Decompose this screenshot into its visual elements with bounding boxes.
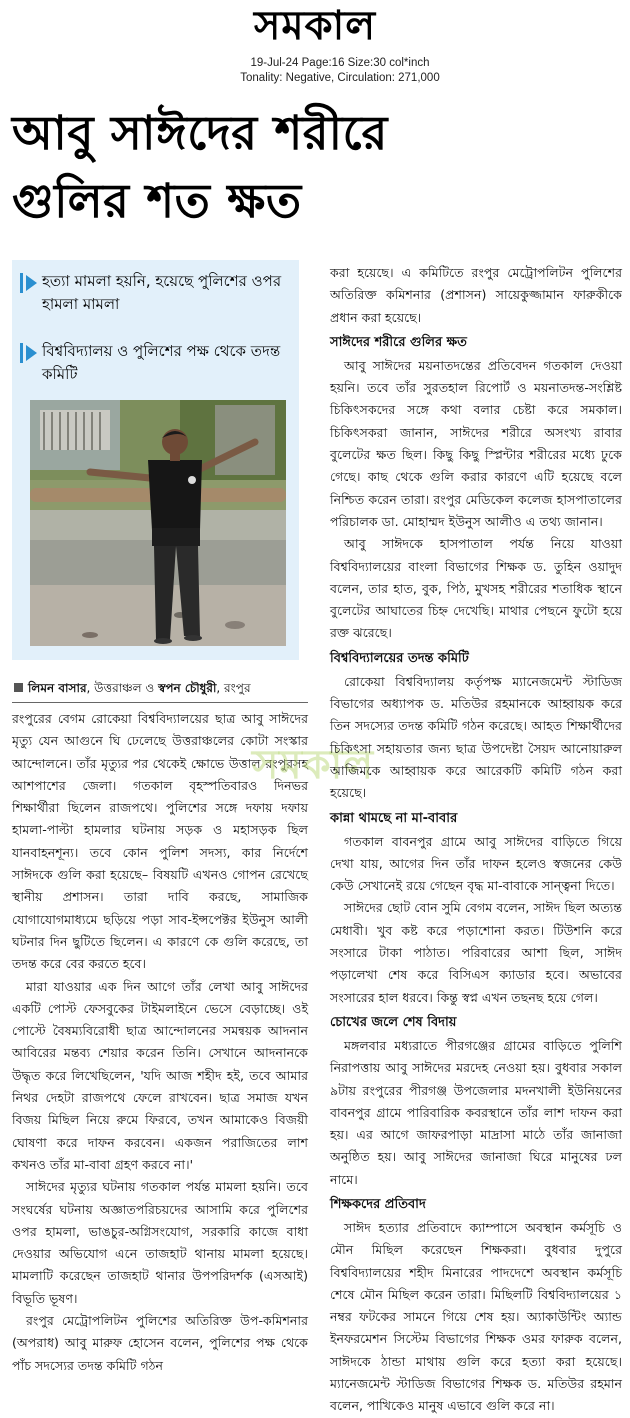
article-column-1 [12,708,308,1377]
article-paragraph: রংপুরের বেগম রোকেয়া বিশ্ববিদ্যালয়ের ছাত্র আবু সাঈদের মৃত্যু যেন আগুনে ঘি ঢেলেছে উত্তরাঞ্চলের কোটা সংস্কার আন্দোলনে। তাঁর মৃত্যুর পর থেকেই ক্ষোভে উত্তাল রংপুরসহ আশপাশের জেলা। গতকাল বৃহস্পতিবারও দিনভর শিক্ষার্থীরা ছিলেন রাজপথে। পুলিশের সঙ্গে দফায় দফায় হামলা-পাল্টা হামলার ঘটনায় সড়ক ও মহাসড়ক ছিল যানবাহনশূন্য। তবে কোন পুলিশ সদস্য, কার নির্দেশে সাঈদকে গুলি করা হয়েছে– বিষয়টি এখনও গোপন রেখেছে স্থানীয় প্রশাসন। তারা দাবি করছে, সামাজিক যোগাযোগমাধ্যমে ছড়িয়ে পড়া সাব-ইন্সপেক্টর ইউনুস আলী ঘটনার দিন ছুটিতে ছিলেন। এ কারণে কে গুলি করেছে, তা তদন্ত করে বের করতে হবে। [12,711,308,972]
highlight-item [22,340,297,386]
headline-line-1: আবু সাঈদের শরীরে [12,106,388,161]
clipping-meta [210,56,470,86]
byline-author-1: লিমন বাসার [28,681,87,695]
article-paragraph: মঙ্গলবার মধ্যরাতে পীরগঞ্জের গ্রামের বাড়িতে পুলিশি নিরাপত্তায় আবু সাঈদের মরদেহ নেওয়া হয়। বুধবার সকাল ৯টায় রংপুরের পীরগঞ্জ উপজেলার মদনখালী ইউনিয়নের বাবনপুর গ্রামে পারিবারিক কবরস্থানে তাঁর লাশ দাফন করা হয়। এর আগে জাফরপাড়া মাদ্রাসা মাঠে তাঁর জানাজা অনুষ্ঠিত হয়। আবু সাঈদের জানাজা ঘিরে মানুষের ঢল নামে। [330,1037,622,1187]
byline-separator-1: , উত্তরাঞ্চল ও [86,681,159,695]
masthead [0,2,630,50]
section-heading: সাঈদের শরীরে গুলির ক্ষত [330,334,467,350]
article-paragraph: করা হয়েছে। এ কমিটিতে রংপুর মেট্রোপলিটন পুলিশের অতিরিক্ত কমিশনার (প্রশাসন) সায়েকুজ্জামান ফারুকীকে প্রধান করা হয়েছে। [330,265,622,325]
headline [12,100,622,236]
article-column-2 [330,262,622,1418]
section-heading: কান্না থামছে না মা-বাবার [330,810,458,826]
bullet-triangle-icon [26,345,37,361]
article-paragraph: সাঈদের ছোট বোন সুমি বেগম বলেন, সাঈদ ছিল অত্যন্ত মেধাবী। খুব কষ্ট করে পড়াশোনা করত। টিউশনি করে সংসারে টাকা পাঠাত। পরিবারের আশা ছিল, সাঈদ পড়ালেখা শেষ করে বিসিএস ক্যাডার হবে। অভাবের সংসারের হাল ধরবে। কিন্তু স্বপ্ন এখন তছনছ হয়ে গেল। [330,900,622,1005]
bullet-bar-icon [20,343,23,363]
article-paragraph: সাঈদের মৃত্যুর ঘটনায় গতকাল পর্যন্ত মামলা হয়নি। তবে সংঘর্ষের ঘটনায় অজ্ঞাতপরিচয়দের আসামি করে পুলিশের ওপর হামলা, ভাঙচুর-অগ্নিসংযোগ, সরকারি কাজে বাধা দেওয়ার অভিযোগ এনে তাজহাট থানায় মামলা হয়েছে। মামলাটি করেছেন তাজহাট থানার উপপরিদর্শক (এসআই) বিভূতি ভূষণ। [12,1179,308,1306]
highlight-item [22,270,297,316]
article-paragraph: সাঈদ হত্যার প্রতিবাদে ক্যাম্পাসে অবস্থান কর্মসূচি ও মৌন মিছিল করেছেন শিক্ষকরা। বুধবার দুপুরে বিশ্ববিদ্যালয়ের শহীদ মিনারের পাদদেশে অবস্থান কর্মসূচি শেষে মৌন মিছিল করেন তারা। মিছিলটি বিশ্ববিদ্যালয়ের ১ নম্বর ফটকের সামনে গিয়ে শেষ হয়। অ্যাকাউন্টিং অ্যান্ড ইনফরমেশন সিস্টেম বিভাগের শিক্ষক ওমর ফারুক বলেন, সাঈদকে ঠান্ডা মাথায় গুলি করে হত্যা করা হয়েছে। ম্যানেজমেন্ট স্টাডিজ বিভাগের শিক্ষক ড. মতিউর রহমান বলেন, পাখিকেও মানুষ এভাবে গুলি করে না। [330,1219,622,1414]
byline-location: , রংপুর [216,681,251,695]
byline-author-2: স্বপন চৌধুরী [158,681,217,695]
watermark-logo: সমকাল [252,741,375,788]
byline-divider [12,702,308,703]
meta-line-tonality: Tonality: Negative, Circulation: 271,000 [240,72,440,84]
bullet-bar-icon [20,273,23,293]
meta-line-page: 19-Jul-24 Page:16 Size:30 col*inch [250,57,430,69]
section-heading: শিক্ষকদের প্রতিবাদ [330,1196,426,1212]
headline-line-2: গুলির শত ক্ষত [12,174,302,229]
byline-square-icon [14,683,23,692]
section-heading: বিশ্ববিদ্যালয়ের তদন্ত কমিটি [330,650,469,666]
highlight-text: বিশ্ববিদ্যালয় ও পুলিশের পক্ষ থেকে তদন্ত কমিটি [42,342,281,383]
section-heading: চোখের জলে শেষ বিদায় [330,1014,457,1030]
highlight-text: হত্যা মামলা হয়নি, হয়েছে পুলিশের ওপর হামলা মামলা [42,272,282,313]
article-paragraph: রোকেয়া বিশ্ববিদ্যালয় কর্তৃপক্ষ ম্যানেজমেন্ট স্টাডিজ বিভাগের অধ্যাপক ড. মতিউর রহমানকে আহ্বায়ক করে তিন সদস্যের তদন্ত কমিটি গঠন করেছে। আহত শিক্ষার্থীদের চিকিৎসা সহায়তার জন্য ছাত্র উপদেষ্টা সৈয়দ আনোয়ারুল আজিমকে আহ্বায়ক করে আরেকটি কমিটি গঠন করা হয়েছে। [330,673,622,801]
news-photo [30,400,286,646]
article-paragraph: মারা যাওয়ার এক দিন আগে তাঁর লেখা আবু সাঈদের একটি পোস্ট ফেসবুকের টাইমলাইনে ভেসে বেড়াচ্ছে। ওই পোস্টে বৈষম্যবিরোধী ছাত্র আন্দোলনের সমন্বয়ক আদনান আবিরের মন্তব্য শেয়ার করেন তিনি। সেখানে আদনানকে উদ্ধৃত করে লিখেছিলেন, 'যদি আজ শহীদ হই, তবে আমার নিথর দেহটা রাজপথে ফেলে রাখবেন। ছাত্র সমাজ যখন বিজয় মিছিল নিয়ে রুমে ফিরবে, তখন আমাকেও বিজয়ী ঘোষণা করে দাফন করবেন। একজন পরাজিতের লাশ কখনও তাঁর মা-বাবা গ্রহণ করবে না।' [12,978,308,1172]
bullet-triangle-icon [26,275,37,291]
article-paragraph: আবু সাঈদের ময়নাতদন্তের প্রতিবেদন গতকাল দেওয়া হয়নি। তবে তাঁর সুরতহাল রিপোর্ট ও ময়নাতদন্ত-সংশ্লিষ্ট চিকিৎসকদের সঙ্গে কথা বলার চেষ্টা করে সমকাল। চিকিৎসকরা জানান, সাঈদের শরীরে অসংখ্য রাবার বুলেটের ক্ষত ছিল। কিছু কিছু স্প্লিন্টার শরীরের মধ্যে ঢুকে গেছে। কাছ থেকে গুলি করার কারণে এটি হয়েছে বলে নিশ্চিত করেন তারা। রংপুর মেডিকেল কলেজ হাসপাতালের পরিচালক ডা. মোহাম্মদ ইউনুস আলীও এ তথ্য জানান। [330,357,622,529]
byline [14,680,314,696]
article-paragraph: গতকাল বাবনপুর গ্রামে আবু সাঈদের বাড়িতে গিয়ে দেখা যায়, আগের দিন তাঁর দাফন হলেও স্বজনের কেউ কেউ সেখানেই রয়ে গেছেন বৃদ্ধ মা-বাবাকে সান্ত্বনা দিতে। [330,833,622,894]
article-paragraph: আবু সাঈদকে হাসপাতাল পর্যন্ত নিয়ে যাওয়া বিশ্ববিদ্যালয়ের বাংলা বিভাগের শিক্ষক ড. তুহিন ওয়াদুদ বলেন, তার হাত, বুক, পিঠ, মুখসহ শরীরের শতাধিক স্থানে বুলেটের আঘাতের চিহ্ন দেখেছি। মাথার পেছনে ফুটো হয়ে রক্ত ঝরেছে। [330,536,622,641]
newspaper-logo: সমকাল [253,2,377,49]
article-paragraph: রংপুর মেট্রোপলিটন পুলিশের অতিরিক্ত উপ-কমিশনার (অপরাধ) আবু মারুফ হোসেন বলেন, পুলিশের পক্ষ থেকে পাঁচ সদস্যের তদন্ত কমিটি গঠন [12,1313,308,1373]
protester-photo-illustration [30,400,286,646]
